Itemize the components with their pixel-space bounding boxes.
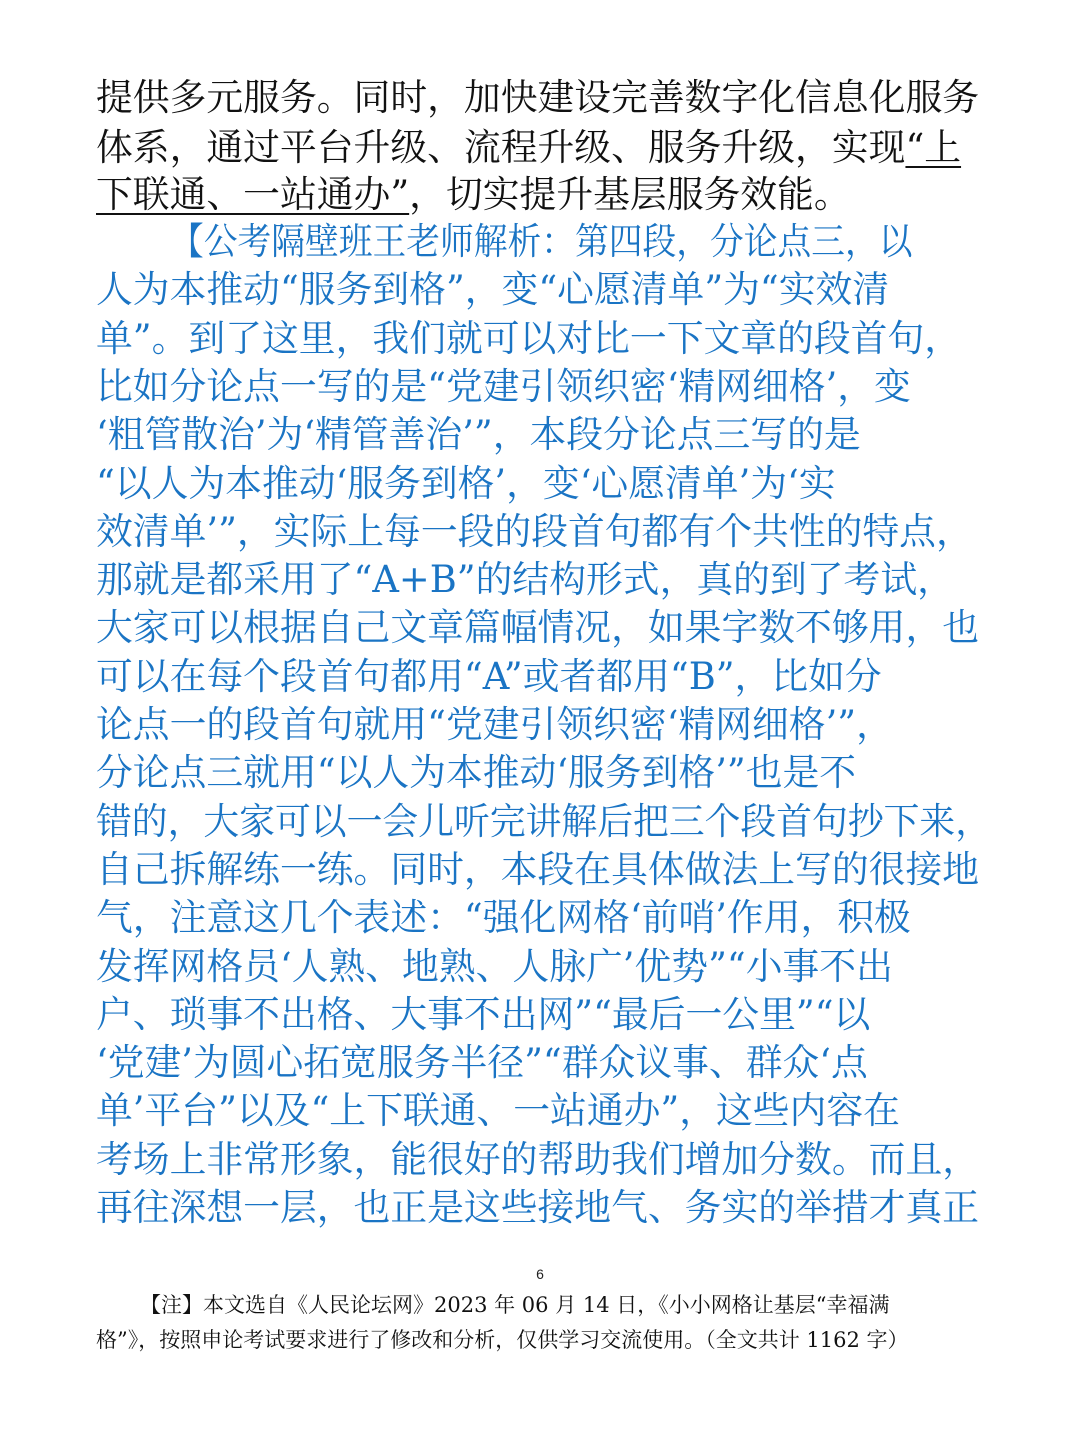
analysis-line: 分论点三就用“以人为本推动‘服务到格’”也是不 [96,751,857,794]
analysis-line: 论点一的段首句就用“党建引领织密‘精网细格’”， [96,703,893,746]
body-line-3 [96,171,991,219]
analysis-line: ‘党建’为圆心拓宽服务半径”“群众议事、群众‘点 [96,1041,868,1084]
analysis-line: ‘粗管散治’为‘精管善治’”，本段分论点三写的是 [96,413,861,456]
body-line-2 [96,124,991,172]
analysis-line: 【公考隔壁班王老师解析：第四段，分论点三，以 [170,220,913,263]
analysis-line: 单’平台”以及“上下联通、一站通办”，这些内容在 [96,1089,900,1132]
underlined-quote-start: “上 [905,126,962,169]
footnote-line-2: 格”》，按照申论考试要求进行了修改和分析，仅供学习交流使用。（全文共计 1162 字） [96,1328,909,1352]
analysis-line: 效清单’”，实际上每一段的段首句都有个共性的特点， [96,510,973,553]
analysis-line: 单”。到了这里，我们就可以对比一下文章的段首句， [96,317,962,360]
analysis-line: 考场上非常形象，能很好的帮助我们增加分数。而且， [96,1138,980,1181]
analysis-line: 那就是都采用了“A+B”的结构形式，真的到了考试， [96,558,954,601]
analysis-line: 可以在每个段首句都用“A”或者都用“B”，比如分 [96,655,882,698]
analysis-line: 气，注意这几个表述：“强化网格‘前哨’作用，积极 [96,896,911,939]
underlined-quote-end: 下联通、一站通办” [96,173,410,216]
footnote-line-1: 【注】本文选自《人民论坛网》2023 年 06 月 14 日，《小小网格让基层“幸福满 [140,1293,890,1317]
analysis-line: 人为本推动“服务到格”，变“心愿清单”为“实效清 [96,268,890,311]
body-line-1: 提供多元服务。同时，加快建设完善数字化信息化服务 [96,76,980,119]
analysis-line: 自己拆解练一练。同时，本段在具体做法上写的很接地 [96,848,980,891]
analysis-line: 再往深想一层，也正是这些接地气、务实的举措才真正 [96,1186,980,1229]
body-line-2-text: 体系，通过平台升级、流程升级、服务升级，实现 [96,126,906,169]
analysis-line: 错的，大家可以一会儿听完讲解后把三个段首句抄下来， [96,800,992,843]
analysis-line: 发挥网格员‘人熟、地熟、人脉广’优势”“小事不出 [96,945,893,988]
page-number: 6 [536,1266,544,1282]
analysis-line: “以人为本推动‘服务到格’，变‘心愿清单’为‘实 [96,462,836,505]
analysis-line: 大家可以根据自己文章篇幅情况，如果字数不够用，也 [96,606,980,649]
body-line-3-text: ，切实提升基层服务效能。 [409,173,851,216]
analysis-line: 比如分论点一写的是“党建引领织密‘精网细格’，变 [96,365,911,408]
analysis-line: 户、琐事不出格、大事不出网”“最后一公里”“以 [96,993,871,1036]
